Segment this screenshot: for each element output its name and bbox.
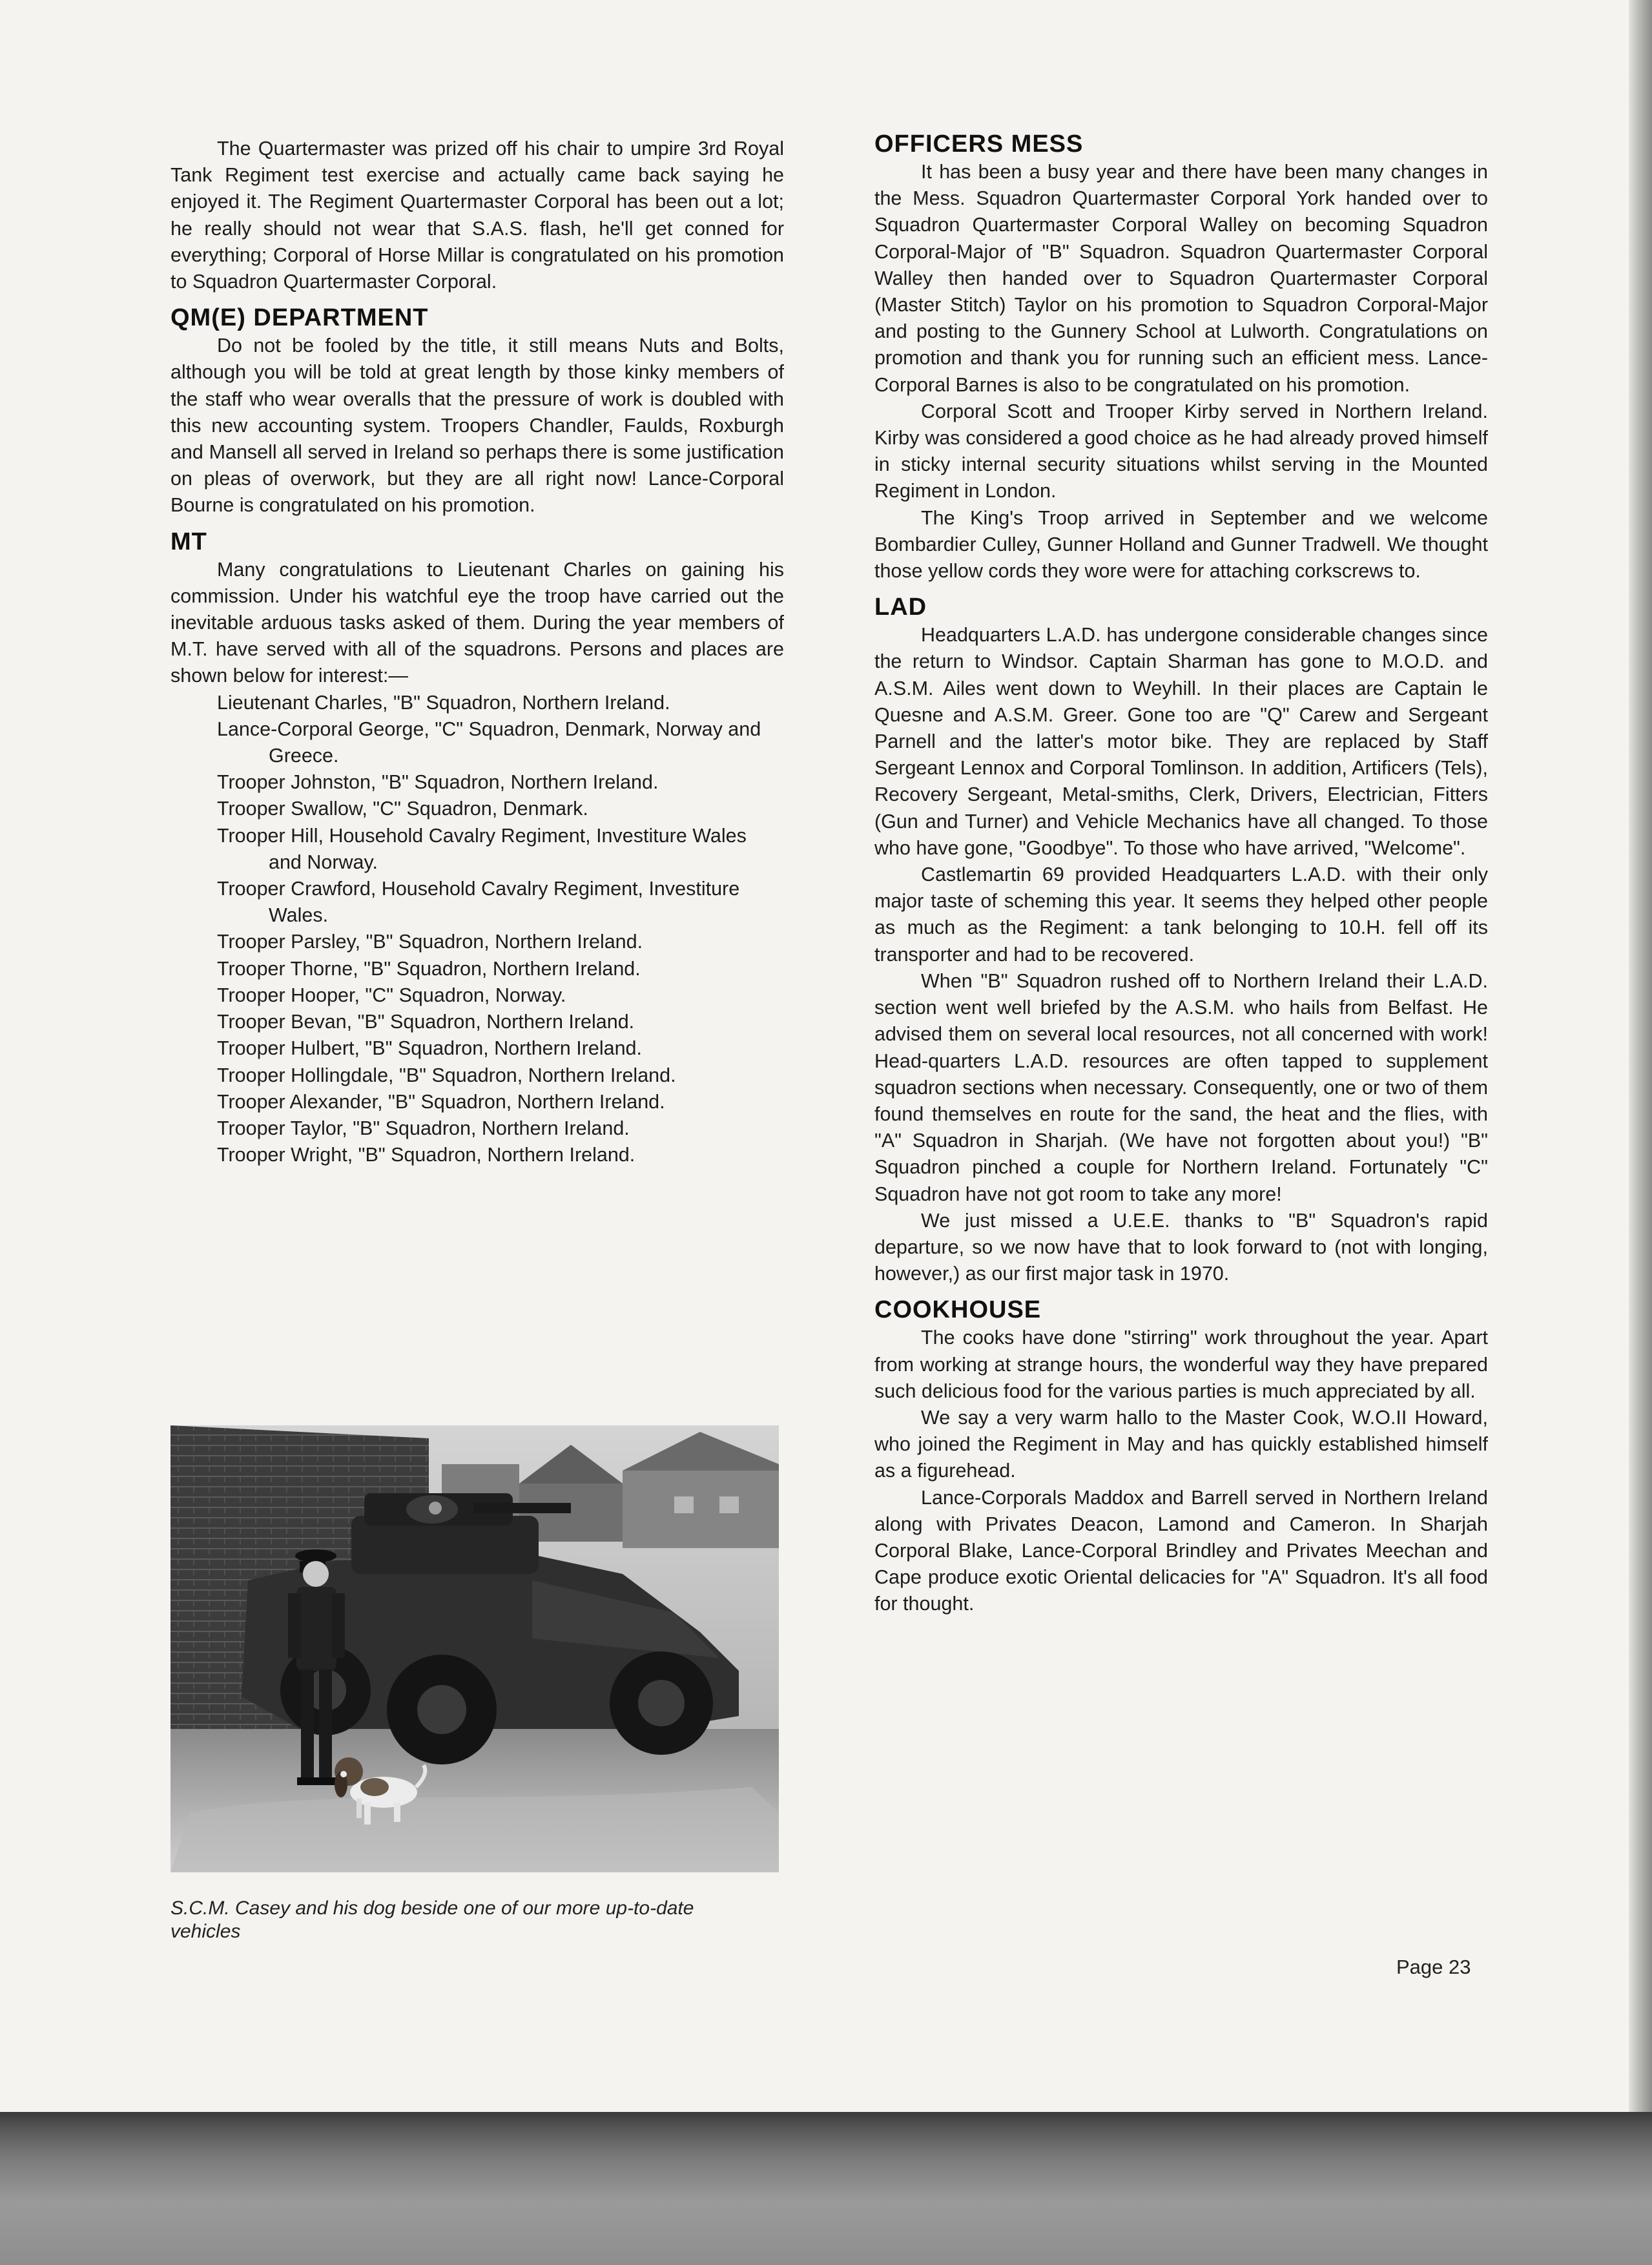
lad-heading: LAD: [874, 594, 927, 621]
officers-mess-paragraph-2: Corporal Scott and Trooper Kirby served in Northern Ireland. Kirby was considered a good choice as he had already proved himself in sticky internal security situations whilst serving in the Mounted Regiment in London.: [874, 400, 1488, 502]
armoured-car-photo: [170, 1425, 779, 1872]
list-item: Trooper Parsley, "B" Squadron, Northern Ireland.: [217, 931, 643, 953]
list-item: Trooper Hollingdale, "B" Squadron, Northern Ireland.: [217, 1064, 676, 1086]
officers-mess-paragraph-3: The King's Troop arrived in September and we welcome Bombardier Culley, Gunner Holland and Gunner Tradwell. We thought those yellow cords they wore were for attaching corkscrews to.: [874, 506, 1488, 583]
photo-caption: S.C.M. Casey and his dog beside one of our more up-to-date vehicles: [170, 1898, 694, 1942]
list-item: Trooper Hooper, "C" Squadron, Norway.: [217, 984, 566, 1006]
lad-paragraph-1: Headquarters L.A.D. has undergone considerable changes since the return to Windsor. Captain Sharman has gone to M.O.D. and A.S.M. Ailes went down to Weyhill. In their places are Captain le Quesne and A.S.M. Greer. Gone too are "Q" Carew and Sergeant Parnell and the latter's motor bike. They are replaced by Staff Sergeant Lennox and Corporal Tomlinson. In addition, Artificers (Tels), Recovery Sergeant, Metal-smiths, Clerk, Drivers, Electrician, Fitters (Gun and Turner) and Vehicle Mechanics have all changed. To those who have gone, "Goodbye". To those who have arrived, "Welcome".: [874, 624, 1488, 859]
page-binding-edge: [1629, 0, 1652, 2125]
officers-mess-paragraph-1: It has been a busy year and there have been many changes in the Mess. Squadron Quartermaster Corporal York handed over to Squadron Quartermaster Corporal Walley on becoming Squadron Corporal-Major of "B" Squadron. Squadron Quartermaster Corporal Walley then handed over to Squadron Quartermaster Corporal (Master Stitch) Taylor on his promotion to Squadron Corporal-Major and posting to the Gunnery School at Lulworth. Congratulations on promotion and thank you for running such an efficient mess. Lance-Corporal Barnes is also to be congratulated on his promotion.: [874, 161, 1488, 396]
list-item: Trooper Hulbert, "B" Squadron, Northern Ireland.: [217, 1037, 642, 1060]
scanner-bottom-edge: [0, 2112, 1652, 2265]
lad-paragraph-3: When "B" Squadron rushed off to Northern Ireland their L.A.D. section went well briefed by the A.S.M. who hails from Belfast. He advised them on several local resources, not all concerned with work! Head-quarters L.A.D. resources are often tapped to supplement squadron sections when necessary. Consequently, one or two of them found themselves en route for the sand, the heat and the flies, with "A" Squadron in Sharjah. (We have not forgotten about you!) "B" Squadron pinched a couple for Northern Ireland. Fortunately "C" Squadron have not got room to take any more!: [874, 969, 1488, 1205]
list-item: Trooper Swallow, "C" Squadron, Denmark.: [217, 798, 588, 820]
list-item: Trooper Hill, Household Cavalry Regiment, Investiture Wales and Norway.: [217, 824, 747, 873]
cookhouse-paragraph-2: We say a very warm hallo to the Master Cook, W.O.II Howard, who joined the Regiment in May and has quickly established himself as a figurehead.: [874, 1406, 1488, 1482]
mt-paragraph: Many congratulations to Lieutenant Charles on gaining his commission. Under his watchful eye the troop have carried out the inevitable arduous tasks asked of them. During the year members of M.T. have served with all of the squadrons. Persons and places are shown below for interest:—: [170, 558, 784, 687]
list-item: Trooper Wright, "B" Squadron, Northern Ireland.: [217, 1144, 635, 1166]
mt-personnel-list: [170, 690, 784, 1169]
lad-paragraph-4: We just missed a U.E.E. thanks to "B" Squadron's rapid departure, so we now have that to look forward to (not with longing, however,) as our first major task in 1970.: [874, 1209, 1488, 1285]
qme-department-paragraph: Do not be fooled by the title, it still means Nuts and Bolts, although you will be told at great length by those kinky members of the staff who wear overalls that the pressure of work is doubled with this new accounting system. Troopers Chandler, Faulds, Roxburgh and Mansell all served in Ireland so perhaps there is some justification on pleas of overwork, but they are all right now! Lance-Corporal Bourne is congratulated on his promotion.: [170, 335, 784, 517]
left-column: [170, 136, 784, 1168]
qme-department-heading: QM(E) DEPARTMENT: [170, 304, 429, 332]
mt-heading: MT: [170, 528, 207, 555]
list-item: Trooper Alexander, "B" Squadron, Northern Ireland.: [217, 1090, 665, 1113]
list-item: Lance-Corporal George, "C" Squadron, Denmark, Norway and Greece.: [217, 718, 761, 767]
cookhouse-paragraph-1: The cooks have done "stirring" work throughout the year. Apart from working at strange hours, the wonderful way they have prepared such delicious food for the various parties is much appreciated by all.: [874, 1327, 1488, 1402]
cookhouse-heading: COOKHOUSE: [874, 1296, 1042, 1324]
list-item: Trooper Taylor, "B" Squadron, Northern Ireland.: [217, 1117, 630, 1139]
officers-mess-heading: OFFICERS MESS: [874, 130, 1084, 158]
cookhouse-paragraph-3: Lance-Corporals Maddox and Barrell served in Northern Ireland along with Privates Deacon, Lamond and Cameron. In Sharjah Corporal Blake, Lance-Corporal Brindley and Privates Meechan and Cape produce exotic Oriental delicacies for "A" Squadron. It's all food for thought.: [874, 1486, 1488, 1615]
list-item: Trooper Thorne, "B" Squadron, Northern Ireland.: [217, 957, 641, 980]
page-number: Page 23: [1396, 1956, 1471, 1978]
lad-paragraph-2: Castlemartin 69 provided Headquarters L.A.D. with their only major taste of scheming this year. It seems they helped other people as much as the Regiment: a tank belonging to 10.H. fell off its transporter and had to be recovered.: [874, 864, 1488, 966]
list-item: Lieutenant Charles, "B" Squadron, Northern Ireland.: [217, 691, 670, 714]
list-item: Trooper Bevan, "B" Squadron, Northern Ireland.: [217, 1011, 635, 1033]
list-item: Trooper Crawford, Household Cavalry Regiment, Investiture Wales.: [217, 878, 740, 927]
quartermaster-paragraph: The Quartermaster was prized off his chair to umpire 3rd Royal Tank Regiment test exercise and actually came back saying he enjoyed it. The Regiment Quartermaster Corporal has been out a lot; he really should not wear that S.A.S. flash, he'll get conned for everything; Corporal of Horse Millar is congratulated on his promotion to Squadron Quartermaster Corporal.: [170, 138, 784, 293]
right-column: [874, 129, 1488, 1618]
list-item: Trooper Johnston, "B" Squadron, Northern Ireland.: [217, 771, 659, 794]
